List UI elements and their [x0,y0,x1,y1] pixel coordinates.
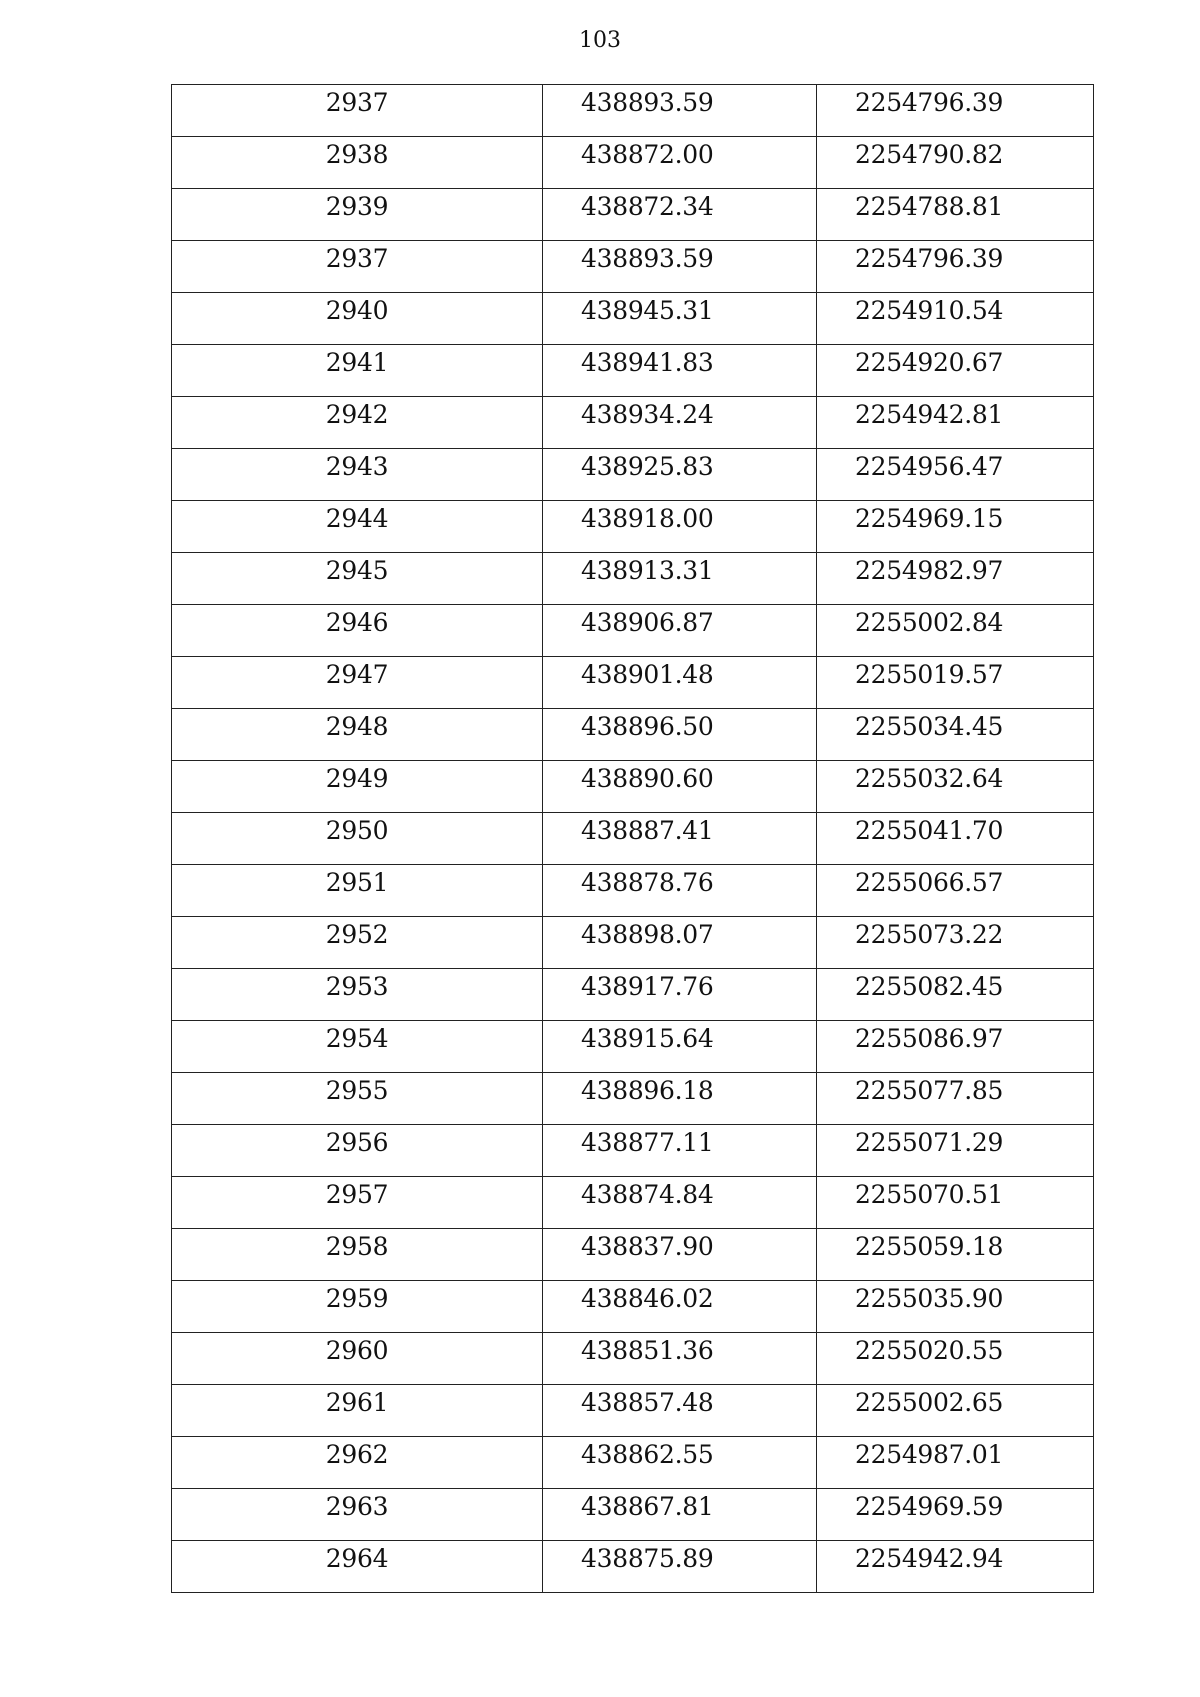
x-coordinate-cell [543,657,817,709]
table-row [172,969,1094,1021]
cell-value: 2946 [325,608,389,637]
x-coordinate-cell [543,1281,817,1333]
x-coordinate-cell [543,865,817,917]
cell-value: 2255082.45 [855,972,1004,1001]
y-coordinate-cell [817,709,1094,761]
cell-value: 2255020.55 [855,1336,1004,1365]
y-coordinate-cell [817,1281,1094,1333]
cell-value: 438934.24 [581,400,714,429]
cell-value: 2949 [325,764,389,793]
cell-value: 438874.84 [581,1180,714,1209]
cell-value: 2954 [325,1024,389,1053]
y-coordinate-cell [817,1073,1094,1125]
cell-value: 438941.83 [581,348,714,377]
point-number-cell [172,1385,543,1437]
cell-value: 438875.89 [581,1544,714,1573]
table-row [172,917,1094,969]
cell-value: 438896.18 [581,1076,714,1105]
point-number-cell [172,813,543,865]
table-row [172,501,1094,553]
point-number-cell [172,85,543,137]
cell-value: 2254920.67 [855,348,1004,377]
y-coordinate-cell [817,397,1094,449]
cell-value: 2937 [325,88,389,117]
cell-value: 2254987.01 [855,1440,1004,1469]
cell-value: 2947 [325,660,389,689]
point-number-cell [172,1281,543,1333]
cell-value: 2254942.94 [855,1544,1004,1573]
y-coordinate-cell [817,1333,1094,1385]
cell-value: 2254969.15 [855,504,1004,533]
y-coordinate-cell [817,1437,1094,1489]
table-row [172,1021,1094,1073]
cell-value: 2943 [325,452,389,481]
y-coordinate-cell [817,85,1094,137]
x-coordinate-cell [543,1541,817,1593]
coordinates-table-body [172,85,1094,1593]
cell-value: 2255019.57 [855,660,1004,689]
y-coordinate-cell [817,449,1094,501]
point-number-cell [172,761,543,813]
point-number-cell [172,501,543,553]
cell-value: 2255086.97 [855,1024,1004,1053]
point-number-cell [172,1073,543,1125]
cell-value: 438857.48 [581,1388,714,1417]
cell-value: 438872.34 [581,192,714,221]
point-number-cell [172,137,543,189]
point-number-cell [172,397,543,449]
x-coordinate-cell [543,293,817,345]
point-number-cell [172,1125,543,1177]
cell-value: 2938 [325,140,389,169]
table-row [172,449,1094,501]
cell-value: 438887.41 [581,816,714,845]
cell-value: 2951 [325,868,389,897]
point-number-cell [172,1177,543,1229]
y-coordinate-cell [817,553,1094,605]
cell-value: 438915.64 [581,1024,714,1053]
table-row [172,657,1094,709]
cell-value: 2959 [325,1284,389,1313]
cell-value: 2254796.39 [855,88,1004,117]
y-coordinate-cell [817,189,1094,241]
table-row [172,189,1094,241]
point-number-cell [172,241,543,293]
x-coordinate-cell [543,1021,817,1073]
table-row [172,1541,1094,1593]
cell-value: 2254969.59 [855,1492,1004,1521]
table-row [172,813,1094,865]
point-number-cell [172,657,543,709]
cell-value: 2944 [325,504,389,533]
cell-value: 2964 [325,1544,389,1573]
point-number-cell [172,293,543,345]
y-coordinate-cell [817,657,1094,709]
cell-value: 2255041.70 [855,816,1004,845]
point-number-cell [172,865,543,917]
cell-value: 438893.59 [581,244,714,273]
x-coordinate-cell [543,605,817,657]
cell-value: 2254796.39 [855,244,1004,273]
point-number-cell [172,1333,543,1385]
table-row [172,1177,1094,1229]
table-row [172,397,1094,449]
cell-value: 2254982.97 [855,556,1004,585]
cell-value: 2937 [325,244,389,273]
y-coordinate-cell [817,1385,1094,1437]
table-row [172,137,1094,189]
cell-value: 438890.60 [581,764,714,793]
table-row [172,1229,1094,1281]
x-coordinate-cell [543,1177,817,1229]
table-row [172,293,1094,345]
cell-value: 2941 [325,348,389,377]
cell-value: 2960 [325,1336,389,1365]
point-number-cell [172,553,543,605]
cell-value: 2948 [325,712,389,741]
point-number-cell [172,605,543,657]
cell-value: 438893.59 [581,88,714,117]
x-coordinate-cell [543,449,817,501]
y-coordinate-cell [817,345,1094,397]
table-row [172,553,1094,605]
cell-value: 2255071.29 [855,1128,1004,1157]
x-coordinate-cell [543,1333,817,1385]
x-coordinate-cell [543,241,817,293]
point-number-cell [172,1437,543,1489]
table-row [172,1489,1094,1541]
cell-value: 2255073.22 [855,920,1004,949]
y-coordinate-cell [817,137,1094,189]
point-number-cell [172,1489,543,1541]
y-coordinate-cell [817,241,1094,293]
point-number-cell [172,345,543,397]
cell-value: 2963 [325,1492,389,1521]
x-coordinate-cell [543,85,817,137]
cell-value: 2962 [325,1440,389,1469]
x-coordinate-cell [543,553,817,605]
cell-value: 2961 [325,1388,389,1417]
cell-value: 2254956.47 [855,452,1004,481]
cell-value: 2255035.90 [855,1284,1004,1313]
y-coordinate-cell [817,501,1094,553]
point-number-cell [172,1021,543,1073]
cell-value: 2957 [325,1180,389,1209]
table-row [172,1437,1094,1489]
y-coordinate-cell [817,293,1094,345]
point-number-cell [172,1541,543,1593]
cell-value: 438851.36 [581,1336,714,1365]
cell-value: 2254790.82 [855,140,1004,169]
cell-value: 2255002.84 [855,608,1004,637]
cell-value: 2945 [325,556,389,585]
page-number: 103 [579,28,621,53]
cell-value: 438906.87 [581,608,714,637]
cell-value: 438917.76 [581,972,714,1001]
table-row [172,761,1094,813]
x-coordinate-cell [543,1229,817,1281]
cell-value: 438898.07 [581,920,714,949]
x-coordinate-cell [543,137,817,189]
x-coordinate-cell [543,1437,817,1489]
table-row [172,345,1094,397]
point-number-cell [172,449,543,501]
table-row [172,1073,1094,1125]
table-row [172,1385,1094,1437]
cell-value: 2255032.64 [855,764,1004,793]
x-coordinate-cell [543,345,817,397]
point-number-cell [172,917,543,969]
y-coordinate-cell [817,1021,1094,1073]
cell-value: 2956 [325,1128,389,1157]
cell-value: 2255066.57 [855,868,1004,897]
x-coordinate-cell [543,813,817,865]
cell-value: 2254788.81 [855,192,1004,221]
cell-value: 438901.48 [581,660,714,689]
y-coordinate-cell [817,969,1094,1021]
cell-value: 438867.81 [581,1492,714,1521]
cell-value: 2955 [325,1076,389,1105]
cell-value: 2952 [325,920,389,949]
cell-value: 438846.02 [581,1284,714,1313]
cell-value: 2953 [325,972,389,1001]
y-coordinate-cell [817,1541,1094,1593]
cell-value: 2958 [325,1232,389,1261]
y-coordinate-cell [817,761,1094,813]
y-coordinate-cell [817,865,1094,917]
point-number-cell [172,969,543,1021]
cell-value: 2939 [325,192,389,221]
x-coordinate-cell [543,709,817,761]
cell-value: 2950 [325,816,389,845]
x-coordinate-cell [543,917,817,969]
cell-value: 438918.00 [581,504,714,533]
table-row [172,709,1094,761]
coordinates-table [171,84,1094,1593]
cell-value: 2255002.65 [855,1388,1004,1417]
cell-value: 2942 [325,400,389,429]
table-row [172,241,1094,293]
table-row [172,1281,1094,1333]
cell-value: 438896.50 [581,712,714,741]
cell-value: 2255059.18 [855,1232,1004,1261]
x-coordinate-cell [543,761,817,813]
x-coordinate-cell [543,969,817,1021]
table-row [172,1125,1094,1177]
cell-value: 438945.31 [581,296,714,325]
cell-value: 2255077.85 [855,1076,1004,1105]
cell-value: 438837.90 [581,1232,714,1261]
table-row [172,1333,1094,1385]
y-coordinate-cell [817,917,1094,969]
cell-value: 438862.55 [581,1440,714,1469]
y-coordinate-cell [817,1125,1094,1177]
cell-value: 438878.76 [581,868,714,897]
cell-value: 2255070.51 [855,1180,1004,1209]
point-number-cell [172,709,543,761]
x-coordinate-cell [543,1385,817,1437]
y-coordinate-cell [817,1489,1094,1541]
x-coordinate-cell [543,1125,817,1177]
x-coordinate-cell [543,501,817,553]
x-coordinate-cell [543,189,817,241]
cell-value: 438925.83 [581,452,714,481]
cell-value: 2254910.54 [855,296,1004,325]
cell-value: 438872.00 [581,140,714,169]
cell-value: 2940 [325,296,389,325]
point-number-cell [172,1229,543,1281]
table-row [172,605,1094,657]
table-row [172,865,1094,917]
y-coordinate-cell [817,1229,1094,1281]
point-number-cell [172,189,543,241]
cell-value: 438913.31 [581,556,714,585]
y-coordinate-cell [817,1177,1094,1229]
table-row [172,85,1094,137]
cell-value: 2255034.45 [855,712,1004,741]
x-coordinate-cell [543,1489,817,1541]
y-coordinate-cell [817,605,1094,657]
cell-value: 2254942.81 [855,400,1004,429]
y-coordinate-cell [817,813,1094,865]
x-coordinate-cell [543,397,817,449]
cell-value: 438877.11 [581,1128,714,1157]
x-coordinate-cell [543,1073,817,1125]
